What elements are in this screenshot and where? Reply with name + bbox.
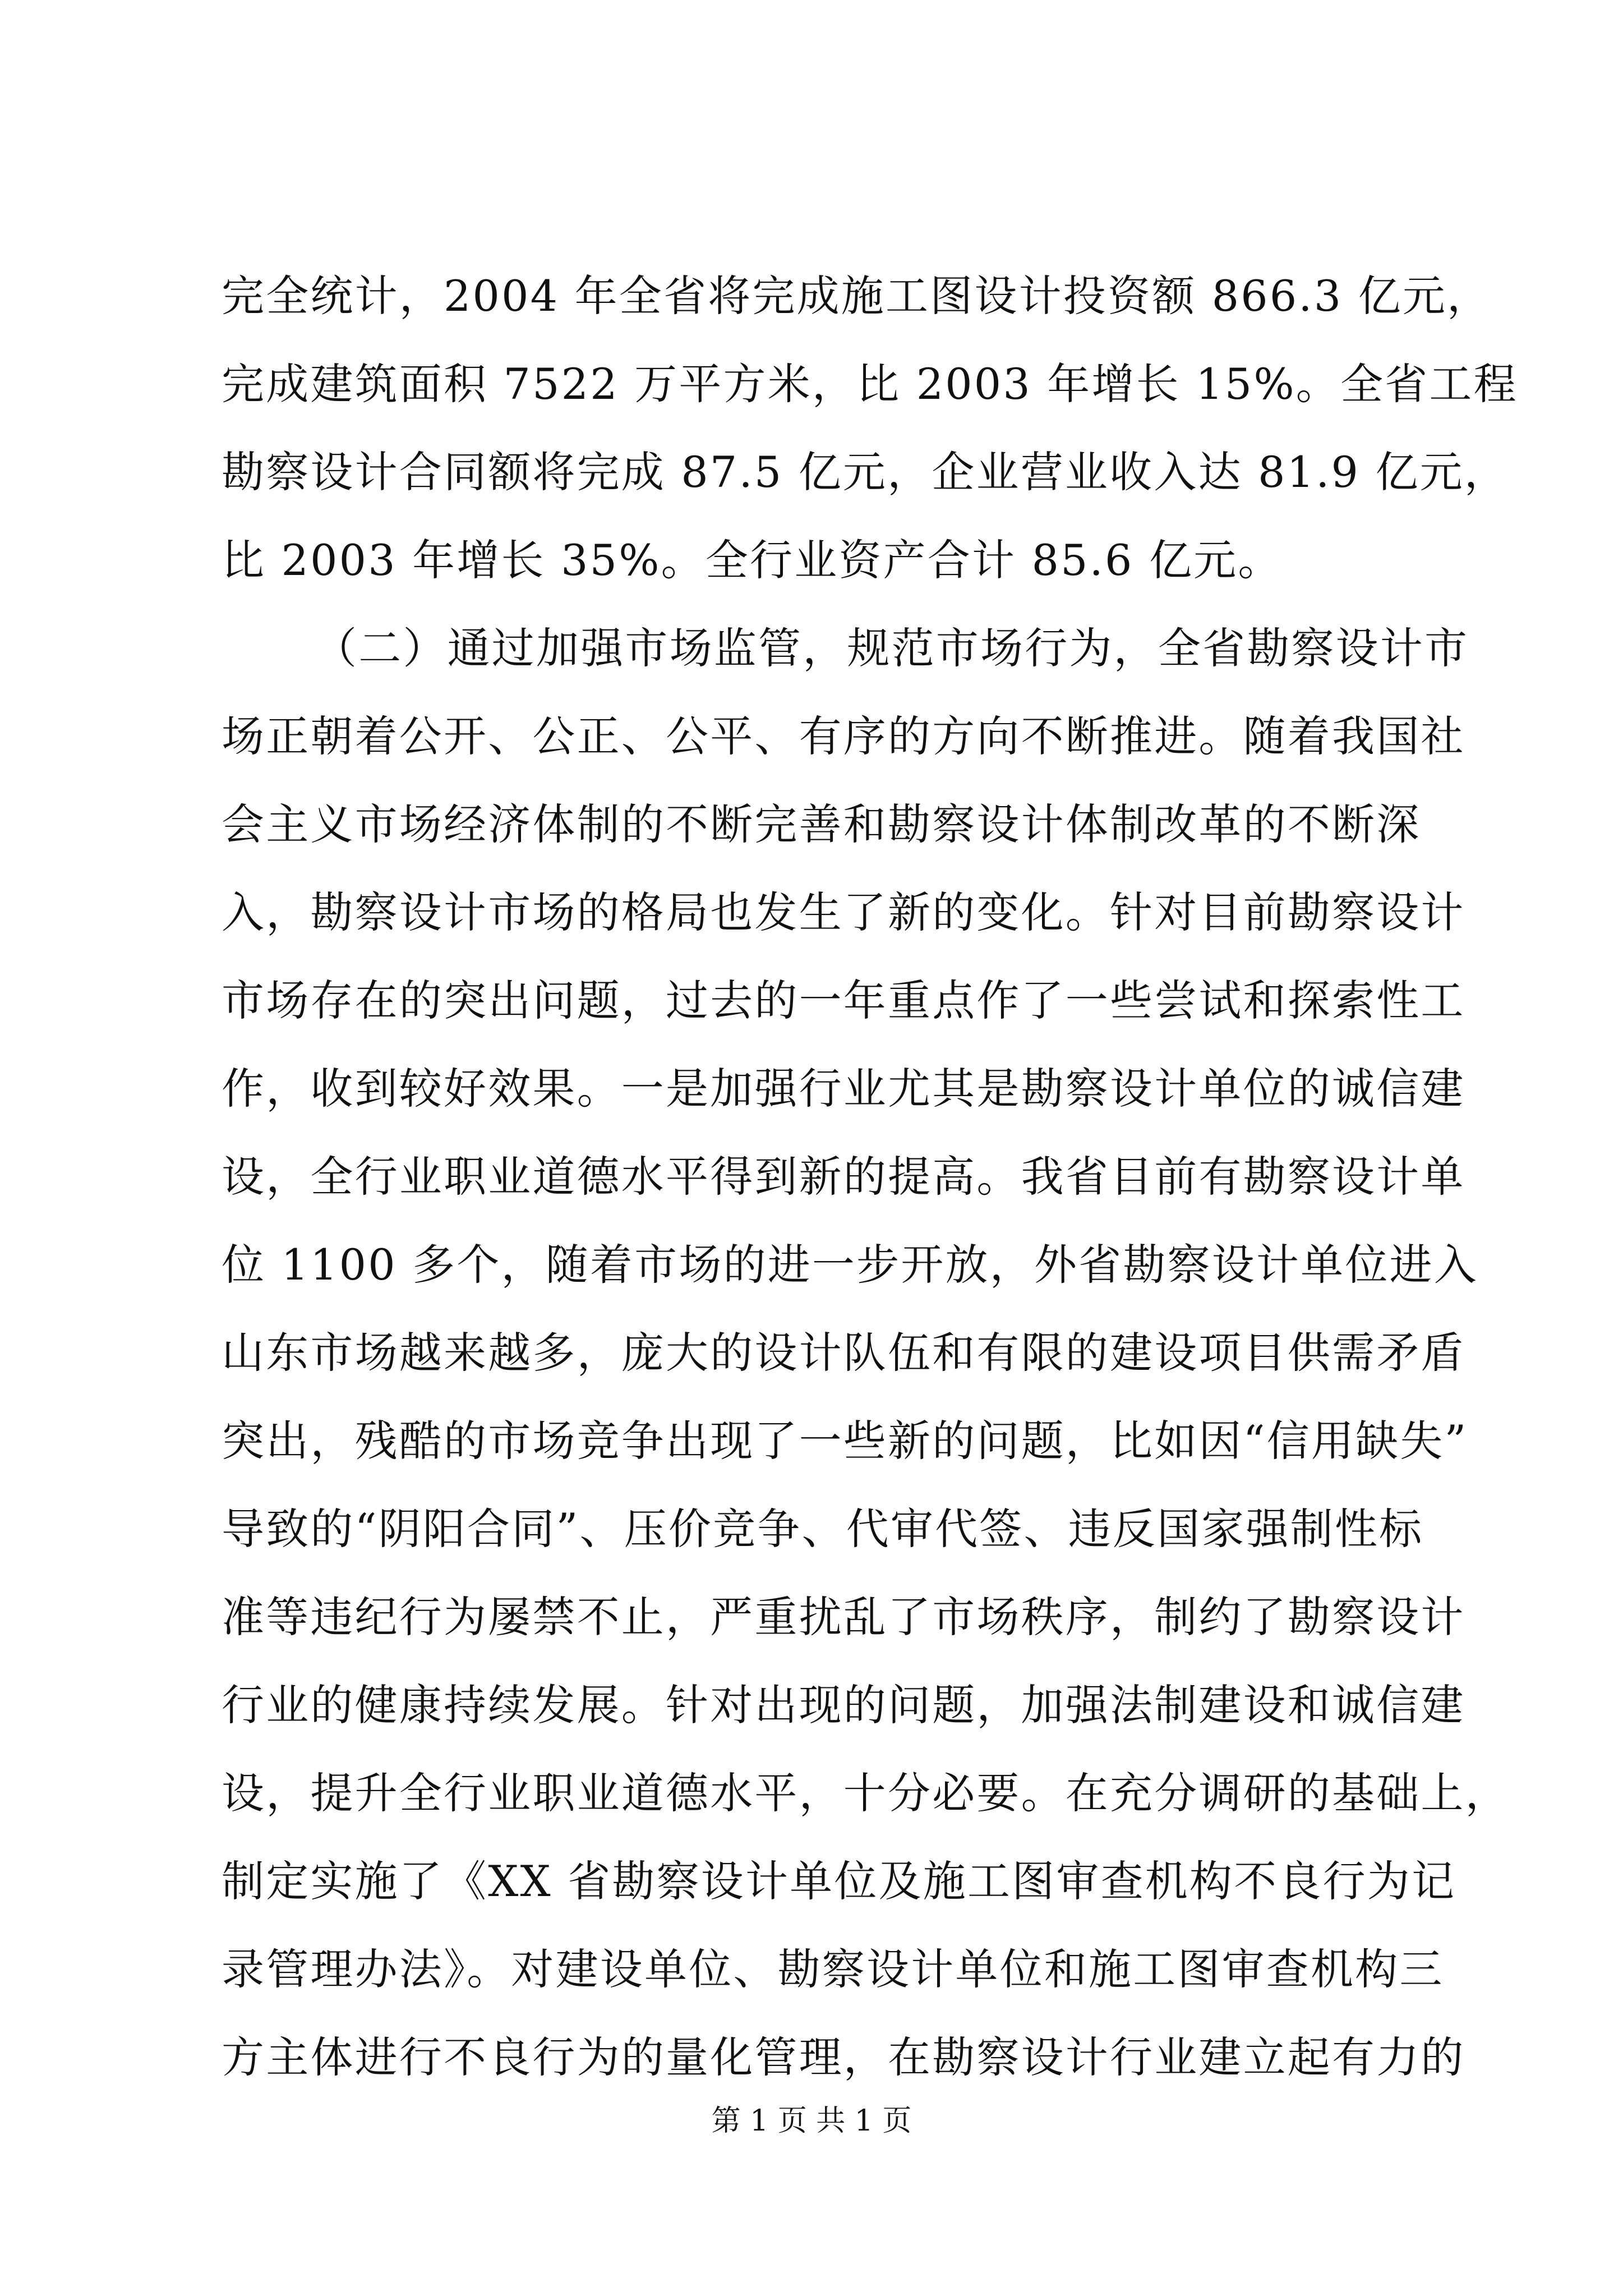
text-line: 市场存在的突出问题，过去的一年重点作了一些尝试和探索性工: [222, 976, 1465, 1025]
text-line: 比 2003 年增长 35%。全行业资产合计 85.6 亿元。: [222, 535, 1283, 585]
text-line: 录管理办法》。对建设单位、勘察设计单位和施工图审查机构三: [222, 1944, 1444, 1994]
text-line: 场正朝着公开、公正、公平、有序的方向不断推进。随着我国社: [222, 711, 1465, 761]
text-line: 会主义市场经济体制的不断完善和勘察设计体制改革的不断深: [222, 799, 1421, 849]
text-line: 作，收到较好效果。一是加强行业尤其是勘察设计单位的诚信建: [222, 1064, 1465, 1114]
paragraph-first-line: （二）通过加强市场监管，规范市场行为，全省勘察设计市: [314, 623, 1469, 673]
text-line: 山东市场越来越多，庞大的设计队伍和有限的建设项目供需矛盾: [222, 1328, 1465, 1378]
text-line: 入，勘察设计市场的格局也发生了新的变化。针对目前勘察设计: [222, 887, 1465, 937]
page-number-footer: 第 1 页 共 1 页: [711, 2104, 912, 2138]
text-line: 行业的健康持续发展。针对出现的问题，加强法制建设和诚信建: [222, 1680, 1465, 1730]
text-line: 制定实施了《XX 省勘察设计单位及施工图审查机构不良行为记: [222, 1856, 1456, 1906]
text-line: 设，提升全行业职业道德水平，十分必要。在充分调研的基础上，: [222, 1768, 1510, 1818]
text-line: 完全统计，2004 年全省将完成施工图设计投资额 866.3 亿元，: [222, 271, 1492, 321]
text-line: 位 1100 多个，随着市场的进一步开放，外省勘察设计单位进入: [222, 1240, 1478, 1290]
text-line: 设，全行业职业道德水平得到新的提高。我省目前有勘察设计单: [222, 1152, 1465, 1202]
text-line: 方主体进行不良行为的量化管理，在勘察设计行业建立起有力的: [222, 2032, 1465, 2082]
text-line: 突出，残酷的市场竞争出现了一些新的问题，比如因“信用缺失”: [222, 1416, 1468, 1466]
text-line: 导致的“阴阳合同”、压价竞争、代审代签、违反国家强制性标: [222, 1504, 1424, 1554]
text-line: 完成建筑面积 7522 万平方米，比 2003 年增长 15%。全省工程: [222, 359, 1518, 409]
text-line: 勘察设计合同额将完成 87.5 亿元，企业营业收入达 81.9 亿元，: [222, 447, 1509, 497]
text-line: 准等违纪行为屡禁不止，严重扰乱了市场秩序，制约了勘察设计: [222, 1592, 1465, 1642]
